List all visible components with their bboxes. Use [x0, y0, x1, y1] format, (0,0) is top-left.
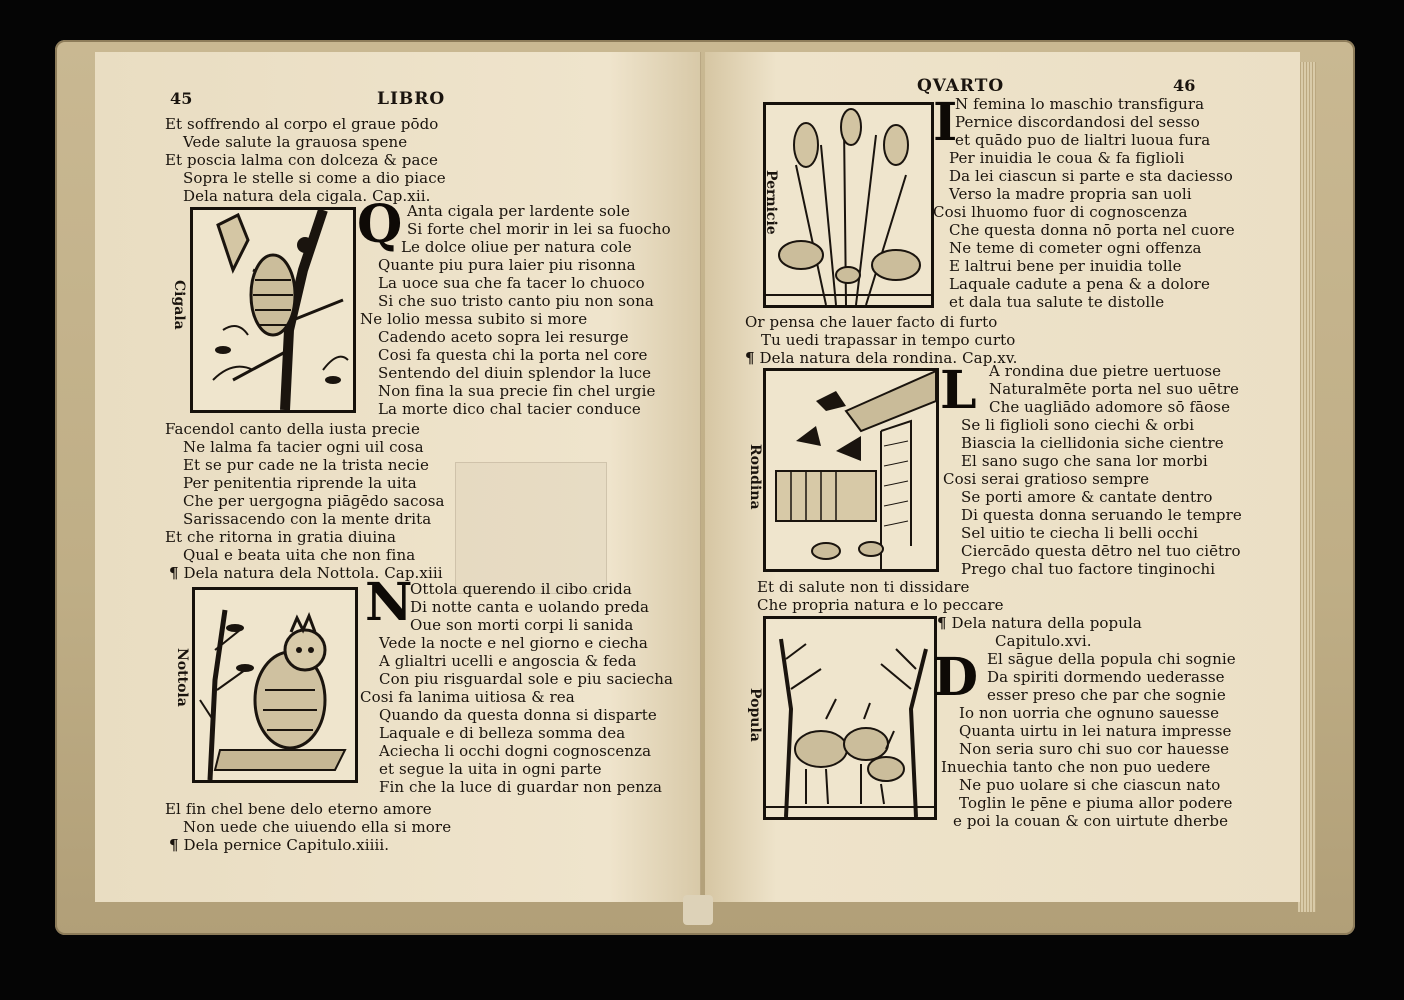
text-line: Aciecha li occhi dogni cognoscenza [379, 742, 652, 760]
rondina-illustration [766, 371, 936, 569]
text-line: Vede la nocte e nel giorno e ciecha [379, 634, 648, 652]
text-line: Verso la madre propria san uoli [949, 185, 1192, 203]
woodcut-label: Nottola [174, 648, 190, 707]
text-line: Et soffrendo al corpo el graue pōdo [165, 115, 439, 133]
chapter-heading-text: Dela natura dela Nottola. Cap.xiii [183, 564, 443, 582]
drop-cap: L [940, 360, 977, 421]
text-line: Non uede che uiuendo ella si more [183, 818, 452, 836]
text-line: esser preso che par che sognie [987, 686, 1226, 704]
text-line: Per penitentia riprende la uita [183, 474, 417, 492]
drop-cap: N [365, 572, 413, 633]
text-line: Facendol canto della iusta precie [165, 420, 421, 438]
text-line: Cosi fa lanima uitiosa & rea [360, 688, 575, 706]
text-line: Di notte canta e uolando preda [410, 598, 650, 616]
text-line: Cadendo aceto sopra lei resurge [378, 328, 629, 346]
text-line: Sel uitio te ciecha li belli occhi [961, 524, 1199, 542]
text-line: Quante piu pura laier piu risonna [378, 256, 636, 274]
text-line: Se li figlioli sono ciechi & orbi [961, 416, 1195, 434]
chapter-heading [169, 836, 389, 854]
show-through-image [455, 462, 607, 594]
nottola-illustration [195, 590, 355, 780]
chapter-heading [937, 614, 1142, 632]
nottola-woodcut [192, 587, 358, 783]
text-line: Quanta uirtu in lei natura impresse [959, 722, 1232, 740]
page-edges [1298, 62, 1316, 912]
text-line: El sano sugo che sana lor morbi [961, 452, 1208, 470]
text-line: Cosi serai gratioso sempre [943, 470, 1150, 488]
text-line: Pernice discordandosi del sesso [955, 113, 1200, 131]
chapter-heading-text: Dela natura dela rondina. Cap.xv. [759, 349, 1018, 367]
woodcut-label: Popula [747, 688, 763, 742]
text-line: A rondina due pietre uertuose [989, 362, 1222, 380]
pilcrow-icon: ¶ [937, 614, 947, 632]
text-line: Et di salute non ti dissidare [757, 578, 970, 596]
drop-cap: Q [357, 194, 403, 255]
text-line: Si che suo tristo canto piu non sona [378, 292, 654, 310]
pilcrow-icon: ¶ [745, 349, 755, 367]
woodcut-label: Rondina [747, 444, 763, 510]
text-line: Laquale cadute a pena & a dolore [949, 275, 1210, 293]
text-line: Che questa donna nō porta nel cuore [949, 221, 1235, 239]
text-line: Di questa donna seruando le tempre [961, 506, 1242, 524]
text-line: Prego chal tuo factore tinginochi [961, 560, 1216, 578]
text-line: Cosi lhuomo fuor di cognoscenza [933, 203, 1188, 221]
text-line: La uoce sua che fa tacer lo chuoco [378, 274, 645, 292]
text-line: A glialtri ucelli e angoscia & feda [379, 652, 637, 670]
folio-number: 45 [170, 89, 193, 108]
running-head: QVARTO [917, 76, 1005, 96]
text-line: La morte dico chal tacier conduce [378, 400, 641, 418]
text-line: Da lei ciascun si parte e sta daciesso [949, 167, 1233, 185]
text-line: Toglin le pēne e piuma allor podere [959, 794, 1233, 812]
text-line: Ciercādo questa dētro nel tuo ciētro [961, 542, 1241, 560]
text-line: Sarissacendo con la mente drita [183, 510, 432, 528]
text-line: Sopra le stelle si come a dio piace [183, 169, 446, 187]
cigala-woodcut [190, 207, 356, 413]
pilcrow-icon: ¶ [169, 836, 179, 854]
text-line: Io non uorria che ognuno sauesse [959, 704, 1220, 722]
text-line: Quando da questa donna si disparte [379, 706, 657, 724]
binding-gutter [683, 895, 713, 925]
text-line: Et se pur cade ne la trista necie [183, 456, 430, 474]
drop-cap: D [933, 647, 979, 708]
cigala-illustration [193, 210, 353, 410]
text-line: Non seria suro chi suo cor hauesse [959, 740, 1230, 758]
text-line: Cosi fa questa chi la porta nel core [378, 346, 648, 364]
text-line: Se porti amore & cantate dentro [961, 488, 1213, 506]
text-line: Tu uedi trapassar in tempo curto [761, 331, 1016, 349]
text-line: Ne teme di cometer ogni offenza [949, 239, 1202, 257]
text-line: et quādo puo de lialtri luoua fura [955, 131, 1211, 149]
text-line: Da spiriti dormendo uederasse [987, 668, 1225, 686]
text-line: Per inuidia le coua & fa figlioli [949, 149, 1185, 167]
text-line: Ottola querendo il cibo crida [410, 580, 632, 598]
woodcut-label: Pernicie [763, 170, 779, 235]
chapter-heading-text: Dela natura della popula [951, 614, 1142, 632]
chapter-heading [745, 349, 1018, 367]
text-line: Che propria natura e lo peccare [757, 596, 1004, 614]
text-line: Laquale e di belleza somma dea [379, 724, 626, 742]
woodcut-label: Cigala [171, 280, 187, 330]
text-line: Anta cigala per lardente sole [407, 202, 630, 220]
drop-cap: I [933, 92, 958, 153]
text-line: Che uagliādo adomore sō fāose [989, 398, 1231, 416]
pilcrow-icon: ¶ [169, 564, 179, 582]
text-line: Or pensa che lauer facto di furto [745, 313, 998, 331]
text-line: N femina lo maschio transfigura [955, 95, 1205, 113]
text-line: Con piu risguardal sole e piu saciecha [379, 670, 674, 688]
text-line: e poi la couan & con uirtute dherbe [953, 812, 1229, 830]
text-line: El fin chel bene delo eterno amore [165, 800, 432, 818]
text-line: Inuechia tanto che non puo uedere [941, 758, 1211, 776]
text-line: E laltrui bene per inuidia tolle [949, 257, 1182, 275]
popula-illustration [766, 619, 934, 817]
rondina-woodcut [763, 368, 939, 572]
text-line: Si forte chel morir in lei sa fuocho [407, 220, 671, 238]
text-line: Biascia la ciellidonia siche cientre [961, 434, 1224, 452]
text-line: Ne lolio messa subito si more [360, 310, 588, 328]
text-line: Che per uergogna piāgēdo sacosa [183, 492, 445, 510]
running-head: LIBRO [377, 89, 446, 109]
popula-woodcut [763, 616, 937, 820]
text-line: El sāgue della popula chi sognie [987, 650, 1236, 668]
text-line: Ne puo uolare si che ciascun nato [959, 776, 1221, 794]
chapter-heading: Capitulo.xvi. [995, 632, 1092, 650]
right-page [705, 52, 1300, 902]
text-line: Vede salute la grauosa spene [183, 133, 408, 151]
pernice-woodcut [763, 102, 934, 308]
text-line: et dala tua salute te distolle [949, 293, 1165, 311]
chapter-heading-text: Dela pernice Capitulo.xiiii. [183, 836, 390, 854]
text-line: Non fina la sua precie fin chel urgie [378, 382, 656, 400]
folio-number: 46 [1173, 76, 1196, 95]
text-line: Qual e beata uita che non fina [183, 546, 416, 564]
text-line: Naturalmēte porta nel suo uētre [989, 380, 1239, 398]
text-line: Oue son morti corpi li sanida [410, 616, 634, 634]
text-line: Ne lalma fa tacier ogni uil cosa [183, 438, 424, 456]
text-line: Et che ritorna in gratia diuina [165, 528, 397, 546]
left-page [95, 52, 701, 902]
pernice-illustration [766, 105, 931, 305]
chapter-heading: Dela natura dela cigala. Cap.xii. [183, 187, 431, 205]
text-line: Le dolce oliue per natura cole [401, 238, 632, 256]
text-line: et segue la uita in ogni parte [379, 760, 602, 778]
text-line: Sentendo del diuin splendor la luce [378, 364, 652, 382]
text-line: Et poscia lalma con dolceza & pace [165, 151, 438, 169]
text-line: Fin che la luce di guardar non penza [379, 778, 663, 796]
